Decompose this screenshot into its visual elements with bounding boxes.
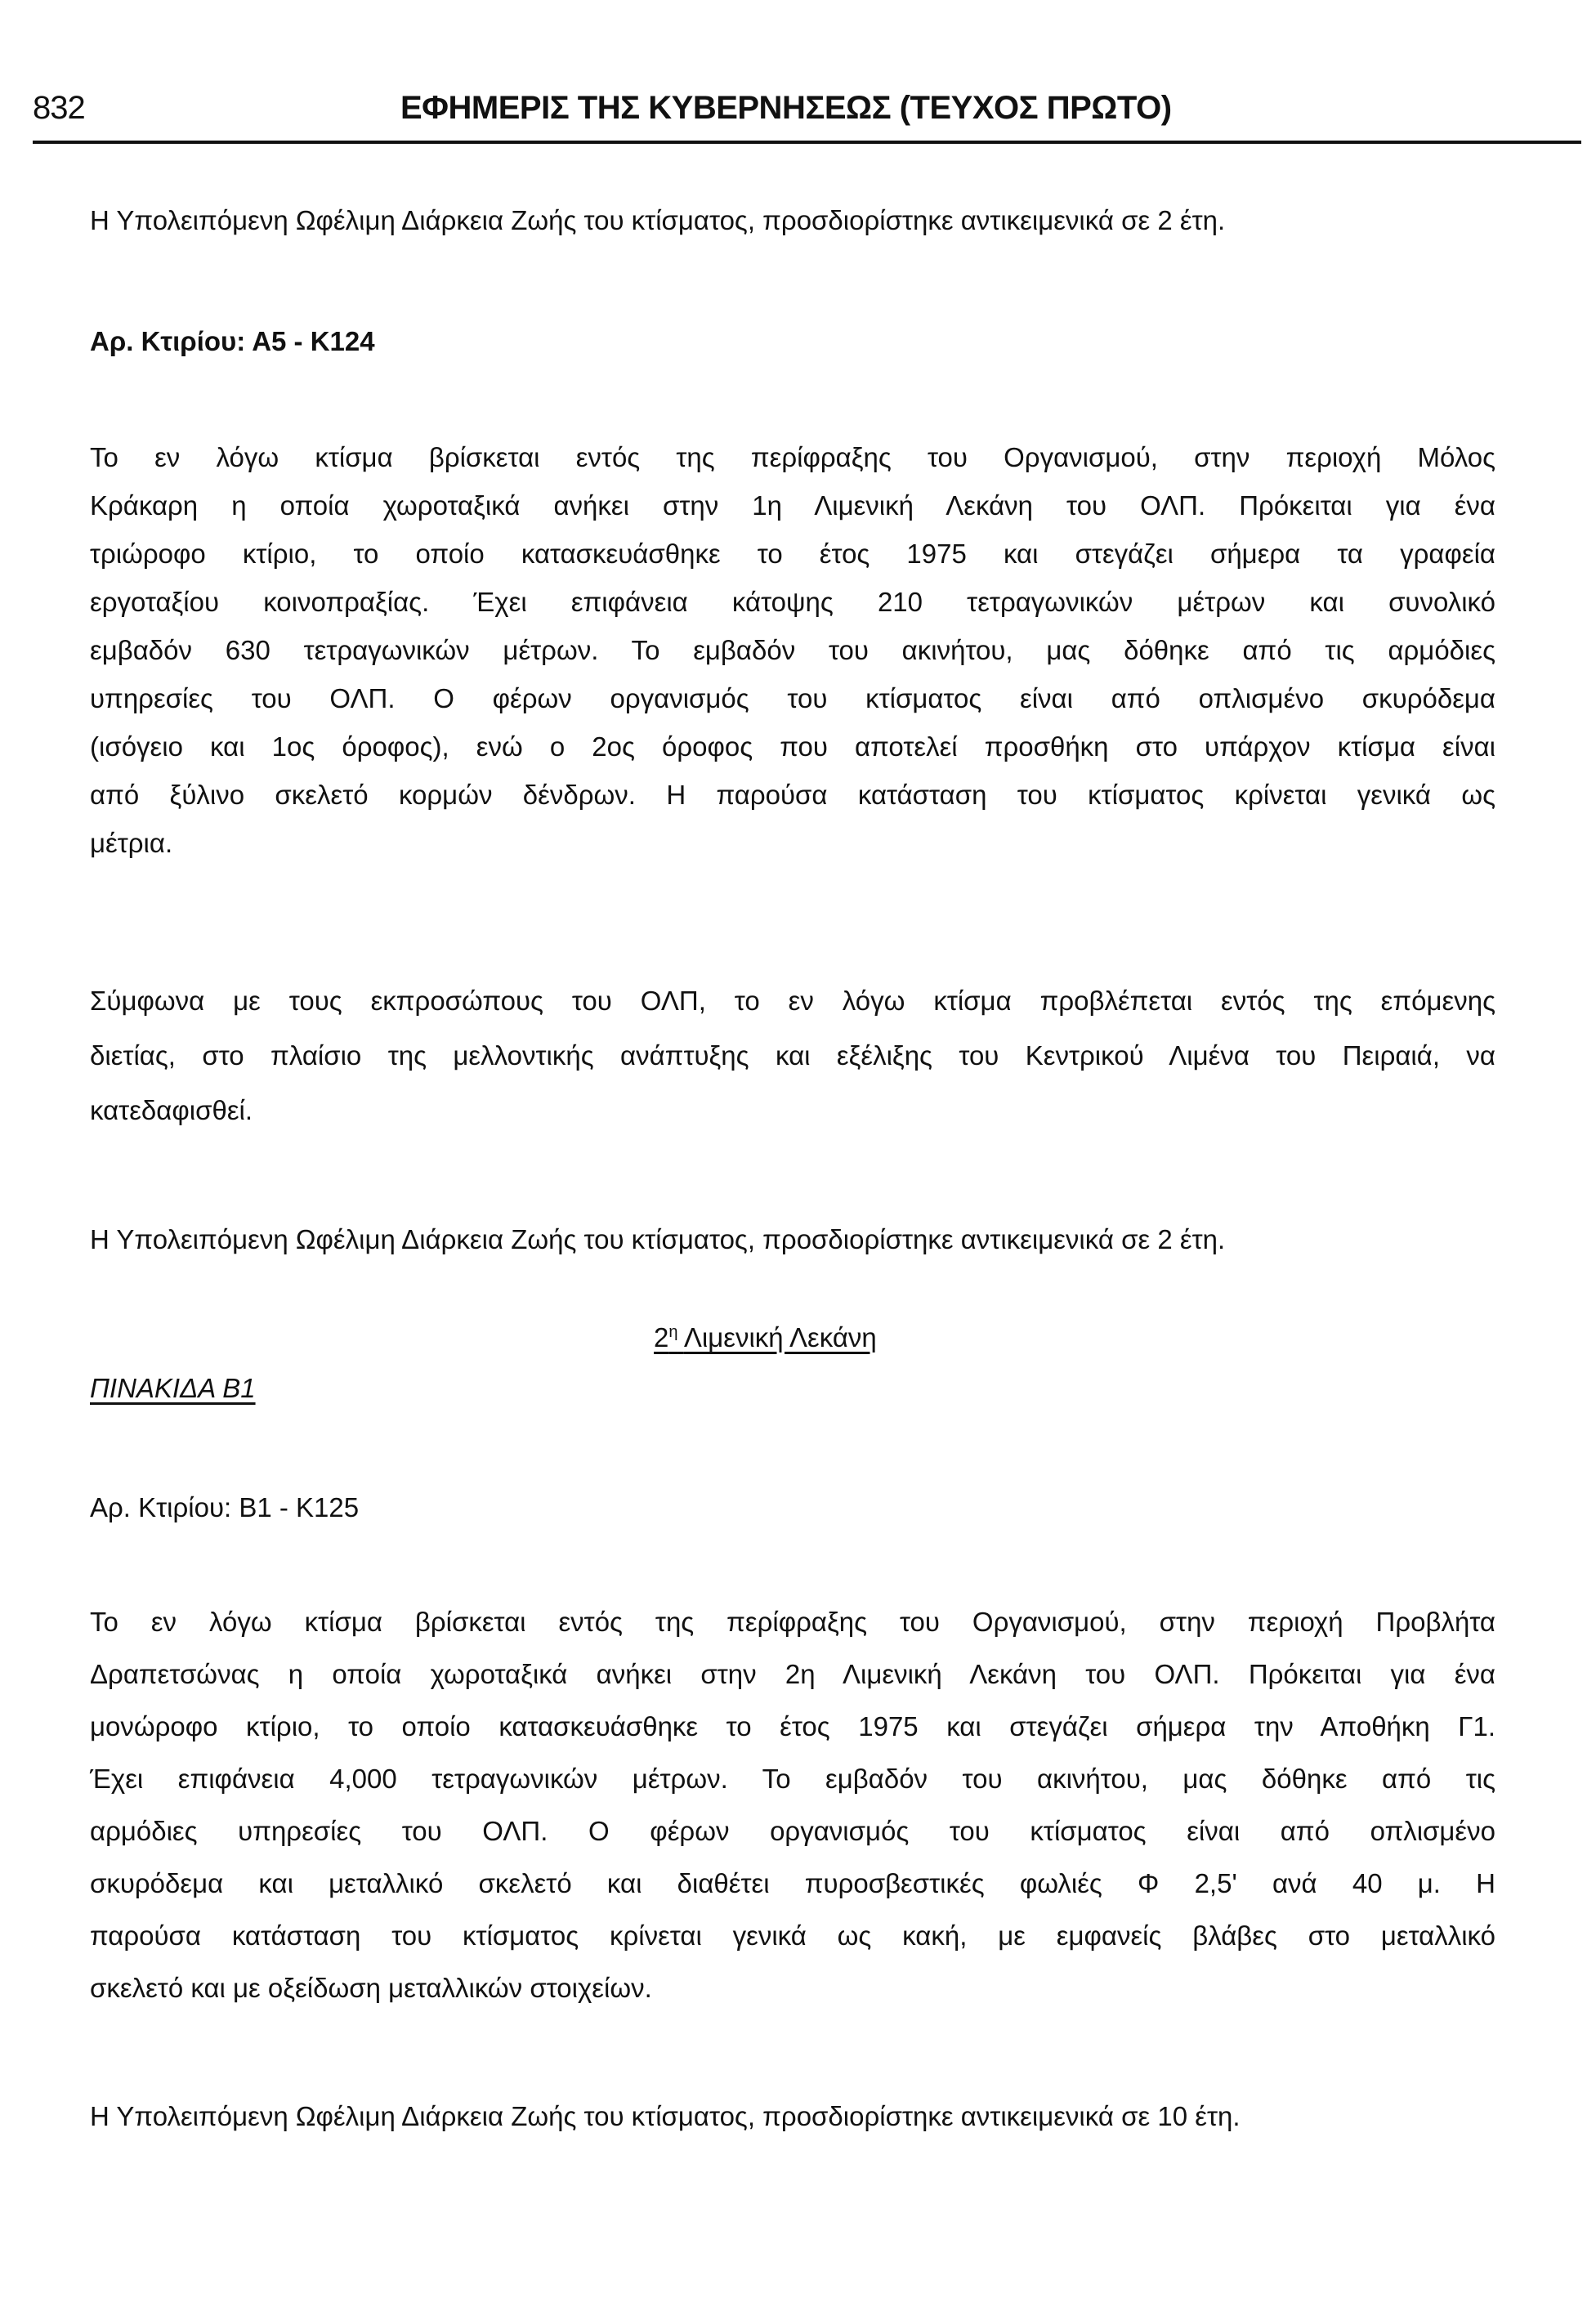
- page-header: [33, 90, 1581, 139]
- text-line: τριώροφο κτίριο, το οποίο κατασκευάσθηκε το έτος 1975 και στεγάζει σήμερα τα γραφεία: [90, 539, 1495, 569]
- building-a5-label: Αρ. Κτιρίου: Α5 - Κ124: [90, 326, 375, 356]
- text-line: κατεδαφισθεί.: [90, 1095, 253, 1125]
- text-line: Δραπετσώνας η οποία χωροταξικά ανήκει στην 2η Λιμενική Λεκάνη του ΟΛΠ. Πρόκειται για ένα: [90, 1659, 1495, 1689]
- plate-label: ΠΙΝΑΚΙΔΑ Β1: [90, 1373, 256, 1403]
- text-line: Το εν λόγω κτίσμα βρίσκεται εντός της περίφραξης του Οργανισμού, στην περιοχή Μόλος: [90, 442, 1495, 472]
- text-line: εργοταξίου κοινοπραξίας. Έχει επιφάνεια κάτοψης 210 τετραγωνικών μέτρων και συνολικό: [90, 587, 1495, 617]
- page-number: 832: [33, 90, 85, 126]
- text-line: σκυρόδεμα και μεταλλικό σκελετό και διαθέτει πυροσβεστικές φωλιές Φ 2,5' ανά 40 μ. Η: [90, 1868, 1495, 1898]
- text-line: (ισόγειο και 1ος όροφος), ενώ ο 2ος όροφος που αποτελεί προσθήκη στο υπάρχον κτίσμα είναι: [90, 731, 1495, 762]
- text-line: εμβαδόν 630 τετραγωνικών μέτρων. Το εμβαδόν του ακινήτου, μας δόθηκε από τις αρμόδιες: [90, 635, 1495, 665]
- text-line: σκελετό και με οξείδωση μεταλλικών στοιχείων.: [90, 1973, 652, 2003]
- building-b1-useful-life: Η Υπολειπόμενη Ωφέλιμη Διάρκεια Ζωής του κτίσματος, προσδιορίστηκε αντικειμενικά σε 10 έτη.: [90, 2101, 1241, 2131]
- intro-useful-life: Η Υπολειπόμενη Ωφέλιμη Διάρκεια Ζωής του κτίσματος, προσδιορίστηκε αντικειμενικά σε 2 έτη.: [90, 205, 1226, 235]
- text-line: παρούσα κατάσταση του κτίσματος κρίνεται γενικά ως κακή, με εμφανείς βλάβες στο μεταλλικό: [90, 1920, 1495, 1951]
- text-line: μέτρια.: [90, 828, 173, 858]
- text-line: Κράκαρη η οποία χωροταξικά ανήκει στην 1η Λιμενική Λεκάνη του ΟΛΠ. Πρόκειται για ένα: [90, 490, 1495, 521]
- text-line: από ξύλινο σκελετό κορμών δένδρων. Η παρούσα κατάσταση του κτίσματος κρίνεται γενικά ως: [90, 780, 1495, 810]
- text-line: υπηρεσίες του ΟΛΠ. Ο φέρων οργανισμός του κτίσματος είναι από οπλισμένο σκυρόδεμα: [90, 683, 1495, 713]
- section-ordinal-suffix: η: [668, 1323, 678, 1341]
- text-line: Το εν λόγω κτίσμα βρίσκεται εντός της περίφραξης του Οργανισμού, στην περιοχή Προβλήτα: [90, 1607, 1495, 1637]
- section-ordinal: 2: [654, 1322, 669, 1352]
- text-line: διετίας, στο πλαίσιο της μελλοντικής ανάπτυξης και εξέλιξης του Κεντρικού Λιμένα του Πειραιά, να: [90, 1040, 1495, 1071]
- section-heading-text: Λιμενική Λεκάνη: [683, 1322, 877, 1352]
- section-heading: [654, 1322, 877, 1353]
- text-line: Σύμφωνα με τους εκπροσώπους του ΟΛΠ, το εν λόγω κτίσμα προβλέπεται εντός της επόμενης: [90, 986, 1495, 1016]
- header-rule: [33, 141, 1581, 144]
- building-b1-label: Αρ. Κτιρίου: Β1 - Κ125: [90, 1492, 360, 1522]
- text-line: αρμόδιες υπηρεσίες του ΟΛΠ. Ο φέρων οργανισμός του κτίσματος είναι από οπλισμένο: [90, 1816, 1495, 1846]
- building-a5-useful-life: Η Υπολειπόμενη Ωφέλιμη Διάρκεια Ζωής του κτίσματος, προσδιορίστηκε αντικειμενικά σε 2 έτη.: [90, 1224, 1226, 1254]
- text-line: μονώροφο κτίριο, το οποίο κατασκευάσθηκε το έτος 1975 και στεγάζει σήμερα την Αποθήκη Γ1.: [90, 1711, 1495, 1741]
- journal-title: ΕΦΗΜΕΡΙΣ ΤΗΣ ΚΥΒΕΡΝΗΣΕΩΣ (ΤΕΥΧΟΣ ΠΡΩΤΟ): [400, 90, 1172, 126]
- text-line: Έχει επιφάνεια 4,000 τετραγωνικών μέτρων. Το εμβαδόν του ακινήτου, μας δόθηκε από τις: [90, 1764, 1495, 1794]
